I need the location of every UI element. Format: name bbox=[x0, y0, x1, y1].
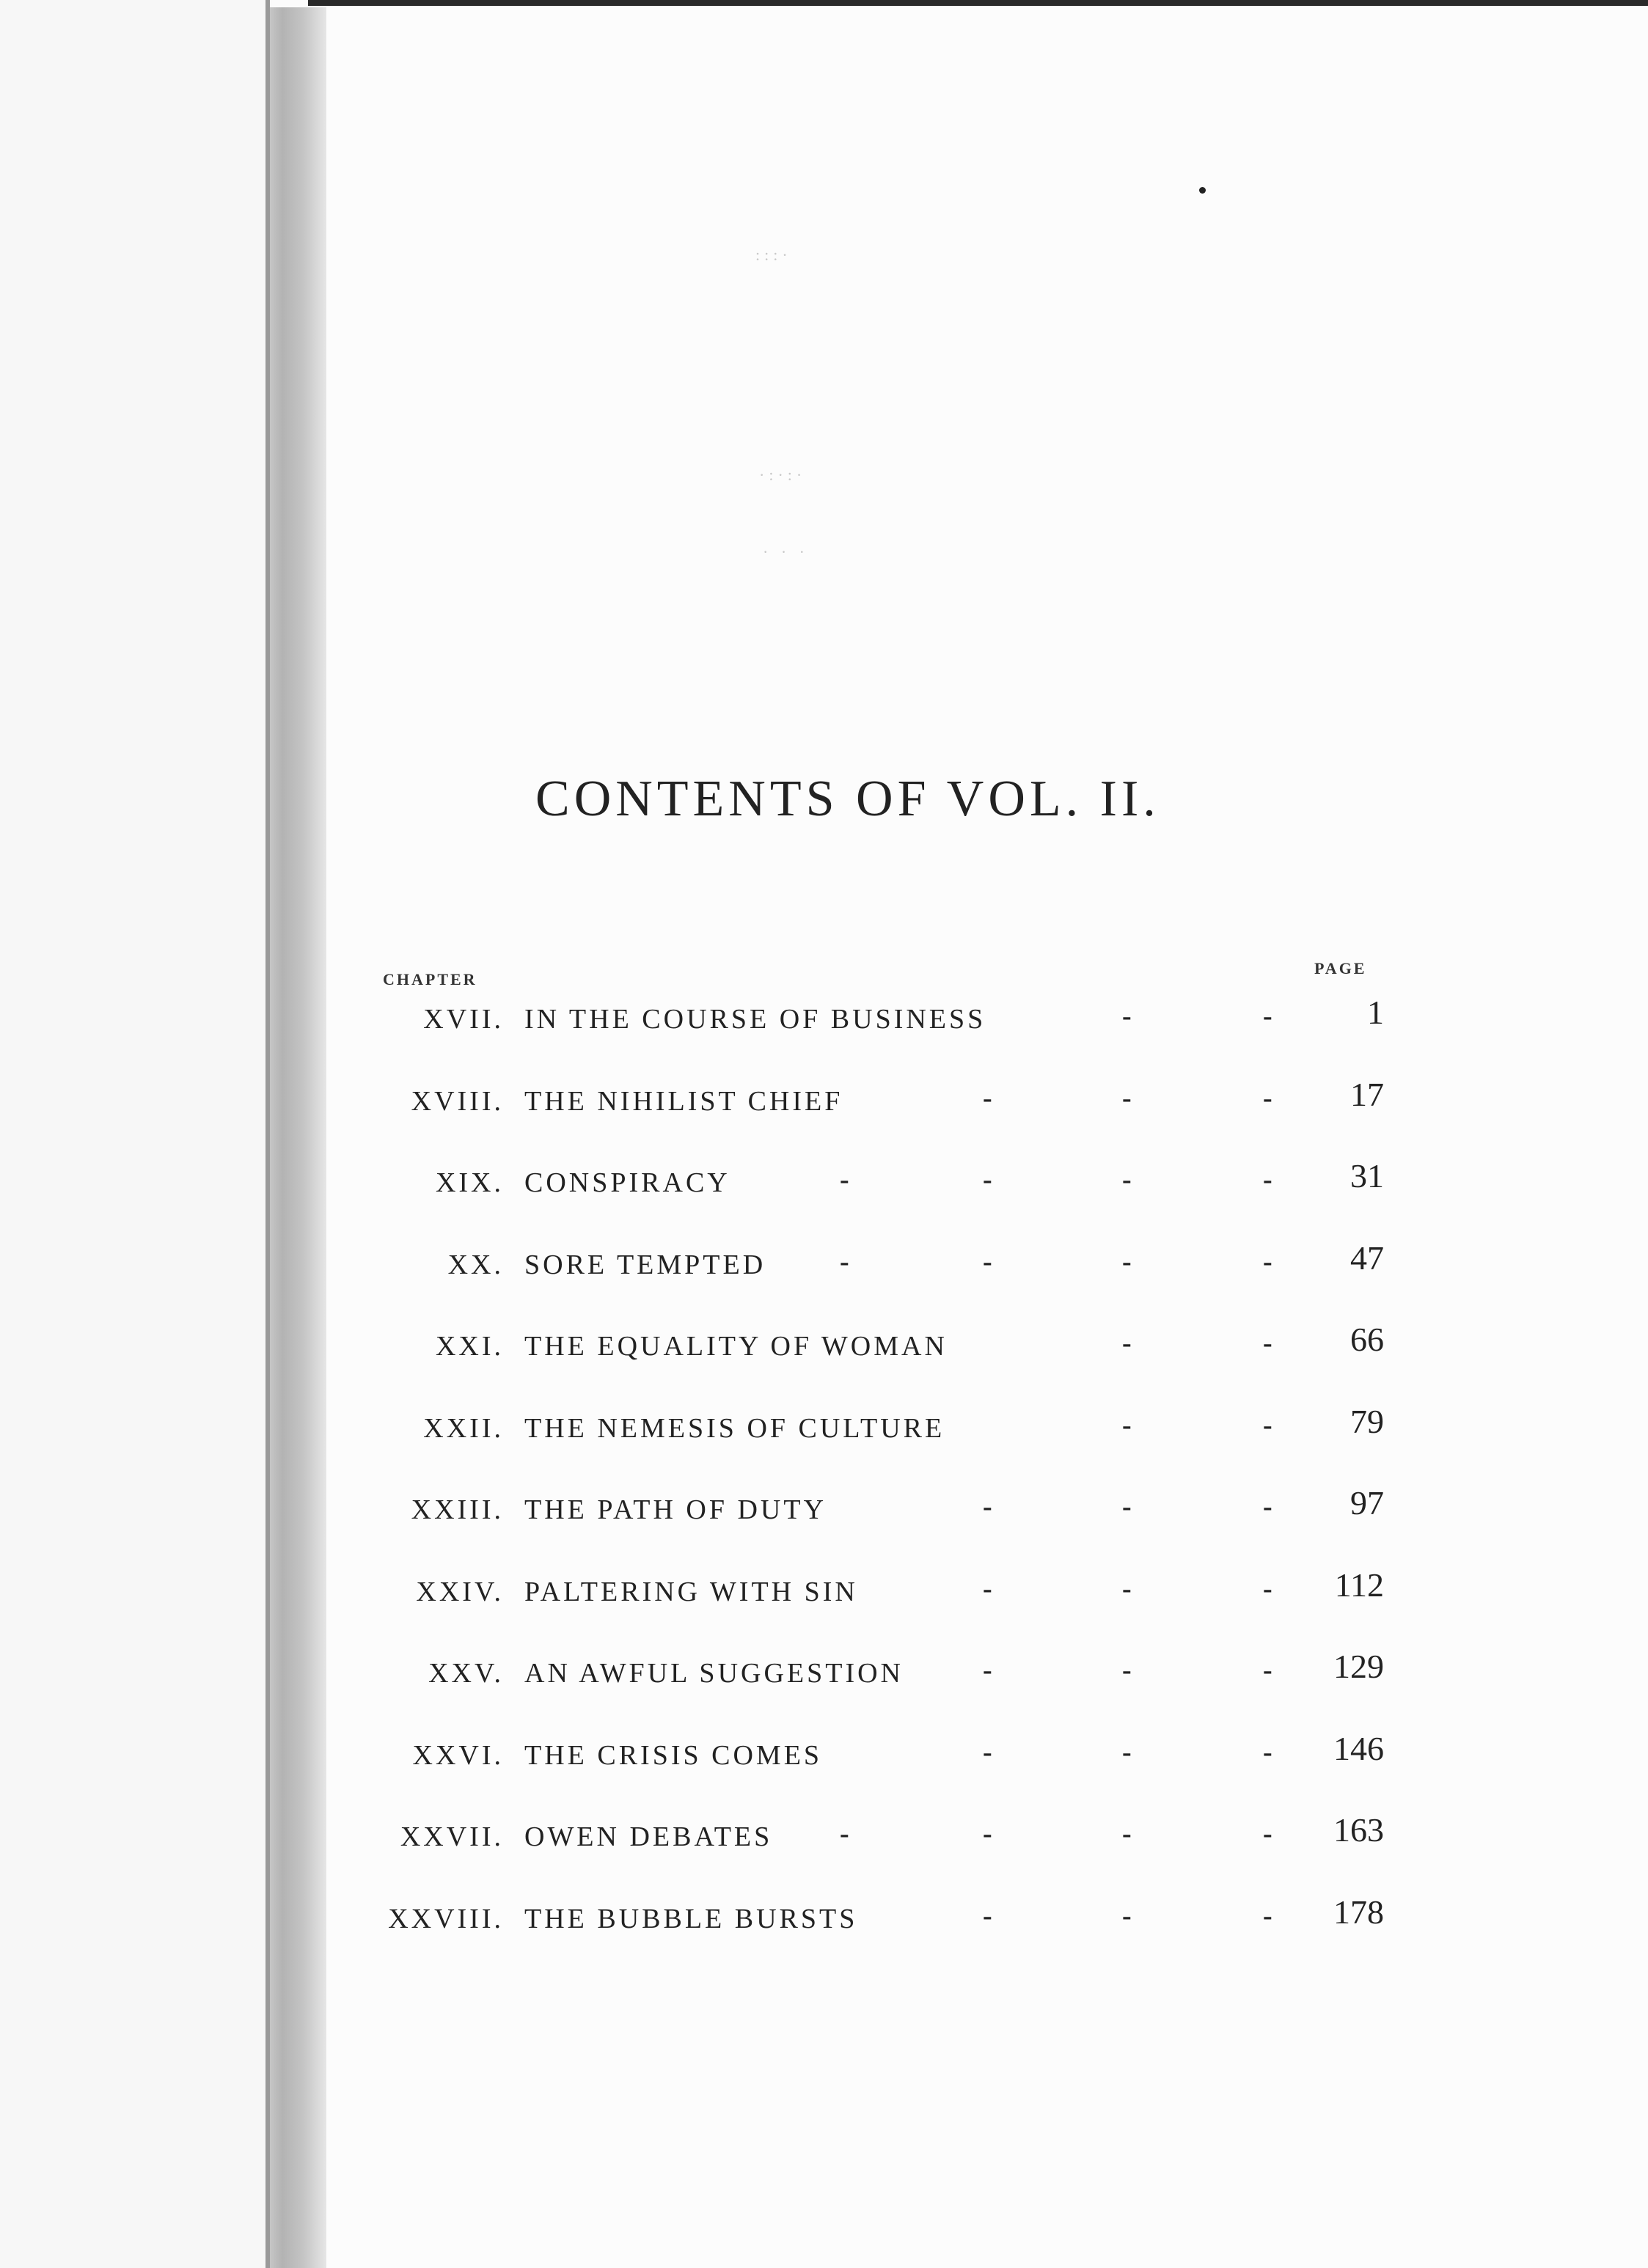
contents-entry bbox=[0, 1566, 1648, 1614]
chapter-title: THE EQUALITY OF WOMAN bbox=[524, 1331, 948, 1362]
chapter-number: XIX. bbox=[435, 1167, 504, 1198]
dot-leader: - bbox=[983, 1655, 992, 1686]
chapter-title: PALTERING WITH SIN bbox=[524, 1576, 858, 1607]
chapter-number: XXIV. bbox=[416, 1576, 504, 1607]
chapter-title: THE NIHILIST CHIEF bbox=[524, 1085, 843, 1117]
dot-leader: - bbox=[1263, 1900, 1272, 1931]
dot-leader: - bbox=[983, 1736, 992, 1768]
contents-entry bbox=[0, 994, 1648, 1041]
page-number: 112 bbox=[1334, 1566, 1384, 1604]
bleed-through-mark: ·:·:· bbox=[759, 466, 807, 484]
page-number: 178 bbox=[1333, 1893, 1384, 1931]
dot-leader: - bbox=[1263, 1655, 1272, 1686]
chapter-title: CONSPIRACY bbox=[524, 1167, 730, 1198]
page-number: 146 bbox=[1333, 1729, 1384, 1767]
contents-entry bbox=[0, 1402, 1648, 1450]
chapter-column-header: CHAPTER bbox=[383, 970, 477, 988]
dot-leader: - bbox=[1122, 1164, 1132, 1195]
chapter-number: XXI. bbox=[435, 1331, 504, 1362]
chapter-number: XVIII. bbox=[411, 1085, 504, 1117]
dot-leader: - bbox=[983, 1900, 992, 1931]
chapter-title: THE NEMESIS OF CULTURE bbox=[524, 1412, 945, 1444]
dot-leader: - bbox=[1263, 1164, 1272, 1195]
page-number: 163 bbox=[1333, 1811, 1384, 1849]
chapter-title: THE CRISIS COMES bbox=[524, 1739, 823, 1771]
chapter-title: THE PATH OF DUTY bbox=[524, 1494, 827, 1525]
dot-leader: - bbox=[1122, 1655, 1132, 1686]
dot-leader: - bbox=[1122, 1001, 1132, 1032]
dot-leader: - bbox=[1122, 1409, 1132, 1441]
page-number: 17 bbox=[1350, 1075, 1384, 1113]
dot-leader: - bbox=[1263, 1246, 1272, 1277]
chapter-number: XXII. bbox=[423, 1412, 504, 1444]
chapter-number: XXVI. bbox=[412, 1739, 504, 1771]
page-number: 1 bbox=[1367, 994, 1384, 1031]
contents-entry bbox=[0, 1893, 1648, 1941]
contents-entry bbox=[0, 1075, 1648, 1123]
page-top-edge bbox=[308, 0, 1648, 6]
page-number: 129 bbox=[1333, 1648, 1384, 1685]
chapter-title: THE BUBBLE BURSTS bbox=[524, 1903, 858, 1934]
dot-leader: - bbox=[1122, 1246, 1132, 1277]
dot-leader: - bbox=[1122, 1491, 1132, 1522]
page-number: 79 bbox=[1350, 1402, 1384, 1440]
chapter-title: AN AWFUL SUGGESTION bbox=[524, 1658, 904, 1689]
page-number: 66 bbox=[1350, 1321, 1384, 1358]
chapter-number: XXVIII. bbox=[388, 1903, 504, 1934]
dot-leader: - bbox=[983, 1491, 992, 1522]
contents-entry bbox=[0, 1729, 1648, 1777]
contents-entry bbox=[0, 1648, 1648, 1695]
dot-leader: - bbox=[840, 1819, 849, 1849]
dot-leader: - bbox=[983, 1573, 992, 1604]
dot-leader: - bbox=[1122, 1328, 1132, 1359]
bleed-through-mark: :::· bbox=[755, 246, 792, 264]
dot-leader: - bbox=[1122, 1736, 1132, 1768]
page-number: 97 bbox=[1350, 1484, 1384, 1522]
contents-entry bbox=[0, 1238, 1648, 1287]
chapter-number: XX. bbox=[447, 1249, 504, 1280]
contents-entry bbox=[0, 1811, 1648, 1859]
dot-leader: - bbox=[1263, 1736, 1272, 1768]
dot-leader: - bbox=[983, 1819, 992, 1849]
dot-leader: - bbox=[1263, 1573, 1272, 1604]
dot-leader: - bbox=[983, 1082, 992, 1114]
contents-entry bbox=[0, 1321, 1648, 1368]
contents-title: CONTENTS OF VOL. II. bbox=[535, 771, 1160, 827]
dot-leader: - bbox=[1263, 1491, 1272, 1522]
dot-leader: - bbox=[983, 1246, 992, 1277]
chapter-number: XVII. bbox=[423, 1004, 504, 1035]
chapter-number: XXIII. bbox=[411, 1494, 504, 1525]
dot-leader: - bbox=[983, 1164, 992, 1195]
dot-leader: - bbox=[1122, 1082, 1132, 1114]
dot-leader: - bbox=[840, 1164, 849, 1195]
chapter-number: XXV. bbox=[428, 1658, 504, 1689]
dot-leader: - bbox=[840, 1246, 849, 1277]
dot-leader: - bbox=[1122, 1573, 1132, 1604]
dot-leader: - bbox=[1122, 1819, 1132, 1849]
dot-leader: - bbox=[1263, 1819, 1272, 1849]
page-number: 47 bbox=[1350, 1238, 1384, 1277]
page-column-header: PAGE bbox=[1314, 959, 1367, 977]
dot-leader: - bbox=[1263, 1328, 1272, 1359]
contents-entry bbox=[0, 1157, 1648, 1205]
bleed-through-mark: · · · bbox=[763, 543, 809, 561]
chapter-title: SORE TEMPTED bbox=[524, 1249, 766, 1280]
dot-leader: - bbox=[1263, 1409, 1272, 1441]
chapter-title: OWEN DEBATES bbox=[524, 1821, 773, 1852]
dot-leader: - bbox=[1122, 1900, 1132, 1931]
contents-entry bbox=[0, 1484, 1648, 1532]
chapter-title: IN THE COURSE OF BUSINESS bbox=[524, 1004, 986, 1035]
dot-leader: - bbox=[1263, 1082, 1272, 1114]
page-number: 31 bbox=[1350, 1157, 1384, 1194]
ink-speck bbox=[1199, 187, 1206, 194]
dot-leader: - bbox=[1263, 1001, 1272, 1032]
chapter-number: XXVII. bbox=[400, 1821, 504, 1852]
